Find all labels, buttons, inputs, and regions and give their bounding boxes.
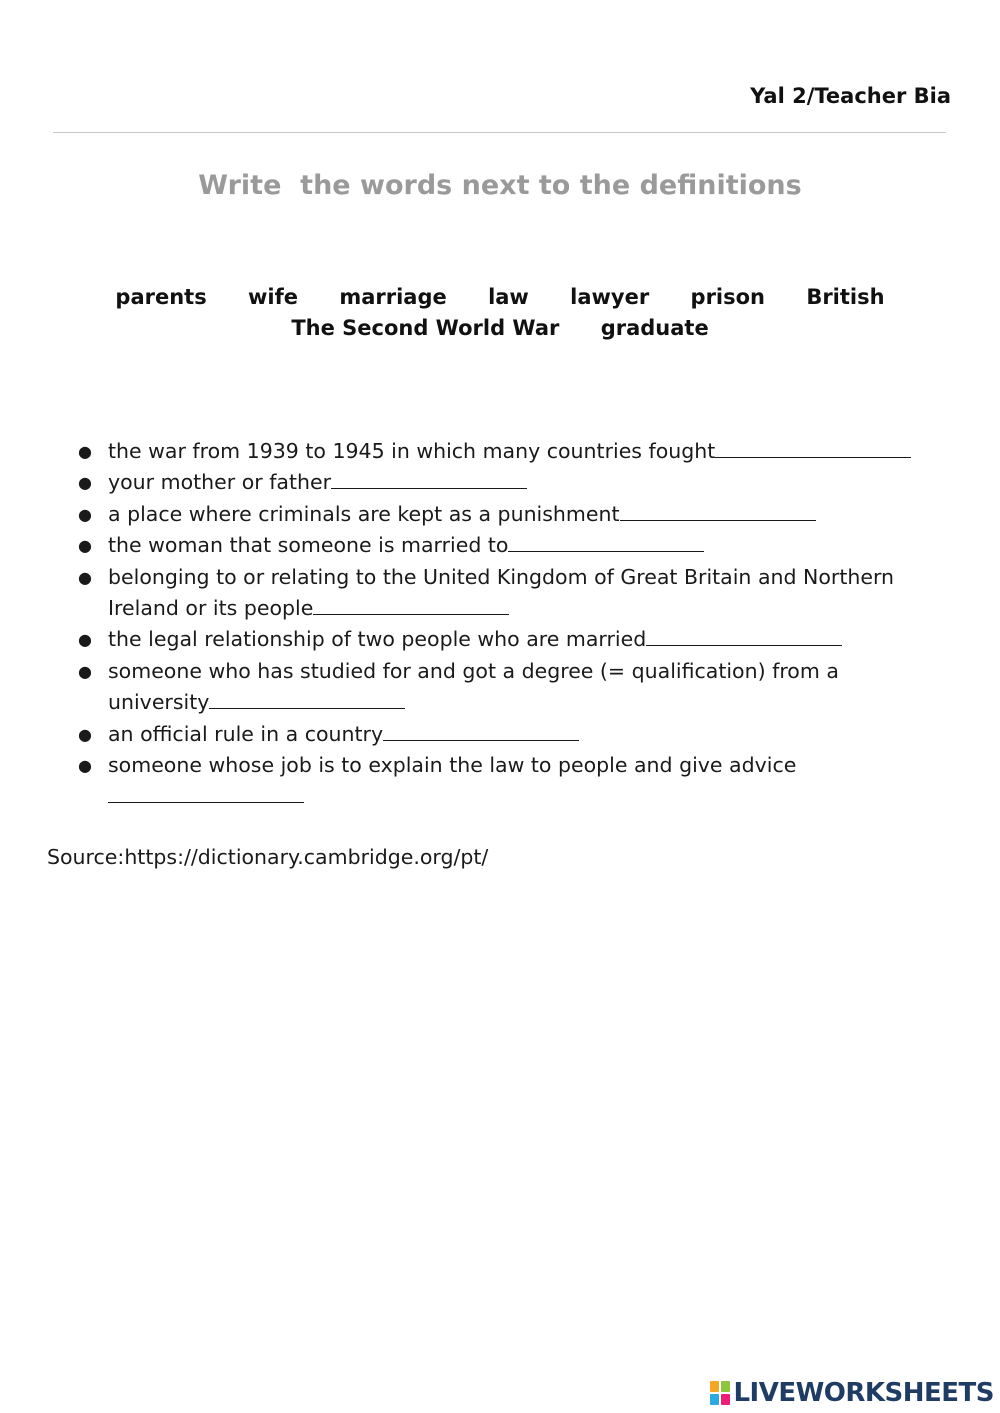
bullet-icon: ●: [78, 567, 92, 587]
definition-text: the woman that someone is married to: [108, 533, 509, 558]
answer-blank[interactable]: [715, 437, 911, 458]
word-bank-row-1: [0, 282, 1000, 313]
word-bank-word: British: [806, 285, 885, 309]
definition-text: someone who has studied for and got a degree (= qualification) from a university: [108, 658, 839, 715]
bullet-icon: ●: [78, 724, 92, 744]
teacher-label: Yal 2/Teacher Bia: [750, 84, 951, 108]
answer-blank[interactable]: [646, 625, 842, 646]
header-divider: [53, 132, 946, 133]
definition-text: a place where criminals are kept as a punishment: [108, 501, 620, 526]
definition-item: [76, 719, 936, 750]
definition-text: your mother or father: [108, 470, 332, 495]
logo-tile: [710, 1381, 719, 1392]
word-bank: [0, 282, 1000, 344]
answer-blank[interactable]: [620, 500, 816, 521]
definition-item: [76, 467, 936, 498]
definition-text: the legal relationship of two people who are married: [108, 627, 647, 652]
word-bank-word: law: [488, 285, 529, 309]
bullet-icon: ●: [78, 756, 92, 776]
bullet-icon: ●: [78, 630, 92, 650]
definition-text: someone whose job is to explain the law to people and give advice: [108, 753, 797, 778]
word-bank-word: The Second World War: [291, 316, 560, 340]
bullet-icon: ●: [78, 442, 92, 461]
word-bank-word: prison: [690, 285, 765, 309]
answer-blank[interactable]: [508, 531, 704, 552]
definition-item: [76, 530, 936, 561]
word-bank-word: wife: [248, 285, 299, 309]
definition-text: an official rule in a country: [108, 721, 384, 746]
definition-item: [76, 436, 936, 467]
definition-item: [76, 750, 936, 813]
word-bank-row-2: [0, 313, 1000, 344]
source-citation: Source:https://dictionary.cambridge.org/pt/: [47, 845, 489, 869]
logo-tile: [721, 1381, 730, 1392]
word-bank-word: graduate: [600, 316, 709, 340]
definition-item: [76, 562, 936, 625]
definition-text: belonging to or relating to the United Kingdom of Great Britain and Northern Ireland or its people: [108, 564, 895, 621]
answer-blank[interactable]: [331, 468, 527, 489]
bullet-icon: ●: [78, 504, 92, 524]
liveworksheets-logo[interactable]: [710, 1379, 994, 1407]
definition-item: [76, 624, 936, 655]
logo-text: LIVEWORKSHEETS: [733, 1378, 994, 1408]
definition-list: [76, 436, 936, 813]
answer-blank[interactable]: [209, 688, 405, 709]
logo-mark-icon: [710, 1381, 730, 1405]
word-bank-word: marriage: [339, 285, 447, 309]
word-bank-word: lawyer: [570, 285, 650, 309]
logo-tile: [710, 1394, 719, 1405]
definition-item: [76, 499, 936, 530]
bullet-icon: ●: [78, 536, 92, 556]
word-bank-word: parents: [115, 285, 207, 309]
bullet-icon: ●: [78, 661, 92, 681]
page-title: Write the words next to the definitions: [198, 170, 802, 201]
answer-blank[interactable]: [108, 782, 304, 803]
logo-tile: [721, 1394, 730, 1405]
definition-text: the war from 1939 to 1945 in which many countries fought: [108, 439, 716, 463]
definition-item: [76, 656, 936, 719]
answer-blank[interactable]: [383, 720, 579, 741]
bullet-icon: ●: [78, 473, 92, 493]
answer-blank[interactable]: [313, 594, 509, 615]
